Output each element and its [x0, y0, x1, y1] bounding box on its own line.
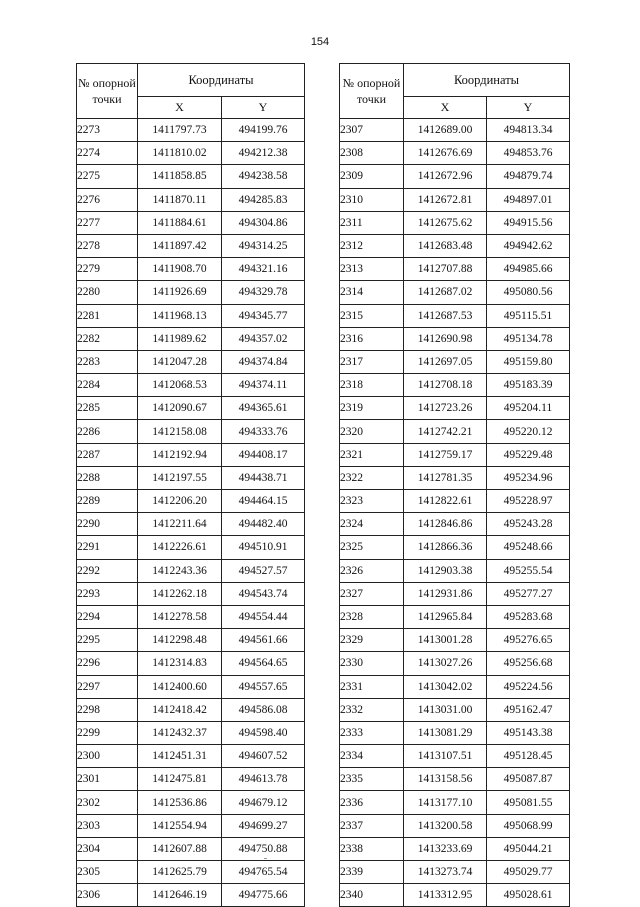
- point-number-cell: 2309: [340, 165, 404, 188]
- table-row: [77, 211, 305, 234]
- table-row: [77, 142, 305, 165]
- y-coordinate-cell: 495276.65: [487, 629, 570, 652]
- y-coordinate-cell: 495228.97: [487, 490, 570, 513]
- table-row: [77, 466, 305, 489]
- x-coordinate-cell: 1412931.86: [404, 582, 487, 605]
- table-row: [77, 675, 305, 698]
- x-coordinate-cell: 1412047.28: [138, 350, 222, 373]
- point-number-cell: 2332: [340, 698, 404, 721]
- table-row: [340, 745, 570, 768]
- x-coordinate-cell: 1411797.73: [138, 119, 222, 142]
- point-number-cell: 2323: [340, 490, 404, 513]
- x-coordinate-cell: 1412708.18: [404, 374, 487, 397]
- table-row: [77, 605, 305, 628]
- header-x: X: [404, 97, 487, 119]
- y-coordinate-cell: 494304.86: [222, 211, 305, 234]
- y-coordinate-cell: 494510.91: [222, 536, 305, 559]
- point-number-cell: 2273: [77, 119, 138, 142]
- table-row: [77, 420, 305, 443]
- point-number-cell: 2283: [77, 350, 138, 373]
- y-coordinate-cell: 495243.28: [487, 513, 570, 536]
- point-number-cell: 2313: [340, 258, 404, 281]
- point-number-cell: 2335: [340, 768, 404, 791]
- point-number-cell: 2330: [340, 652, 404, 675]
- x-coordinate-cell: 1412211.64: [138, 513, 222, 536]
- y-coordinate-cell: 495159.80: [487, 350, 570, 373]
- point-number-cell: 2310: [340, 188, 404, 211]
- table-row: [77, 304, 305, 327]
- x-coordinate-cell: 1413042.02: [404, 675, 487, 698]
- point-number-cell: 2333: [340, 721, 404, 744]
- table-row: [77, 397, 305, 420]
- point-number-cell: 2289: [77, 490, 138, 513]
- table-row: [340, 327, 570, 350]
- point-number-cell: 2337: [340, 814, 404, 837]
- point-number-cell: 2304: [77, 837, 138, 860]
- x-coordinate-cell: 1412672.81: [404, 188, 487, 211]
- y-coordinate-cell: 494775.66: [222, 884, 305, 907]
- point-number-cell: 2277: [77, 211, 138, 234]
- point-number-cell: 2320: [340, 420, 404, 443]
- x-coordinate-cell: 1412822.61: [404, 490, 487, 513]
- table-row: [340, 374, 570, 397]
- point-number-cell: 2279: [77, 258, 138, 281]
- table-row: [340, 466, 570, 489]
- y-coordinate-cell: 494554.44: [222, 605, 305, 628]
- table-row: [340, 698, 570, 721]
- table-row: [77, 582, 305, 605]
- y-coordinate-cell: 495248.66: [487, 536, 570, 559]
- x-coordinate-cell: 1411870.11: [138, 188, 222, 211]
- table-row: [340, 652, 570, 675]
- x-coordinate-cell: 1411884.61: [138, 211, 222, 234]
- point-number-cell: 2294: [77, 605, 138, 628]
- point-number-cell: 2311: [340, 211, 404, 234]
- y-coordinate-cell: 494314.25: [222, 234, 305, 257]
- table-row: [340, 281, 570, 304]
- header-x: X: [138, 97, 222, 119]
- table-row: [77, 443, 305, 466]
- point-number-cell: 2322: [340, 466, 404, 489]
- point-number-cell: 2286: [77, 420, 138, 443]
- point-number-cell: 2301: [77, 768, 138, 791]
- header-coordinates: Координаты: [404, 64, 570, 97]
- y-coordinate-cell: 495220.12: [487, 420, 570, 443]
- table-row: [340, 142, 570, 165]
- x-coordinate-cell: 1412687.53: [404, 304, 487, 327]
- table-row: [340, 768, 570, 791]
- table-row: [77, 350, 305, 373]
- y-coordinate-cell: 494765.54: [222, 861, 305, 884]
- table-row: [340, 814, 570, 837]
- x-coordinate-cell: 1412432.37: [138, 721, 222, 744]
- x-coordinate-cell: 1412690.98: [404, 327, 487, 350]
- table-row: [340, 443, 570, 466]
- table-row: [77, 234, 305, 257]
- header-y: Y: [222, 97, 305, 119]
- y-coordinate-cell: 494586.08: [222, 698, 305, 721]
- x-coordinate-cell: 1412298.48: [138, 629, 222, 652]
- x-coordinate-cell: 1412475.81: [138, 768, 222, 791]
- point-number-cell: 2298: [77, 698, 138, 721]
- x-coordinate-cell: 1412197.55: [138, 466, 222, 489]
- x-coordinate-cell: 1412676.69: [404, 142, 487, 165]
- point-number-cell: 2327: [340, 582, 404, 605]
- x-coordinate-cell: 1412723.26: [404, 397, 487, 420]
- x-coordinate-cell: 1412536.86: [138, 791, 222, 814]
- table-row: [77, 513, 305, 536]
- x-coordinate-cell: 1411968.13: [138, 304, 222, 327]
- table-row: [340, 605, 570, 628]
- table-row: [77, 374, 305, 397]
- point-number-cell: 2274: [77, 142, 138, 165]
- point-number-cell: 2292: [77, 559, 138, 582]
- x-coordinate-cell: 1412400.60: [138, 675, 222, 698]
- x-coordinate-cell: 1413177.10: [404, 791, 487, 814]
- table-row: [340, 420, 570, 443]
- y-coordinate-cell: 494564.65: [222, 652, 305, 675]
- y-coordinate-cell: 494557.65: [222, 675, 305, 698]
- point-number-cell: 2328: [340, 605, 404, 628]
- y-coordinate-cell: 495087.87: [487, 768, 570, 791]
- y-coordinate-cell: 494897.01: [487, 188, 570, 211]
- point-number-cell: 2278: [77, 234, 138, 257]
- x-coordinate-cell: 1412683.48: [404, 234, 487, 257]
- header-y: Y: [487, 97, 570, 119]
- y-coordinate-cell: 495115.51: [487, 304, 570, 327]
- table-row: [340, 861, 570, 884]
- point-number-cell: 2293: [77, 582, 138, 605]
- x-coordinate-cell: 1413233.69: [404, 837, 487, 860]
- y-coordinate-cell: 494942.62: [487, 234, 570, 257]
- x-coordinate-cell: 1412675.62: [404, 211, 487, 234]
- y-coordinate-cell: 495044.21: [487, 837, 570, 860]
- point-number-cell: 2338: [340, 837, 404, 860]
- coordinates-table-right: [339, 63, 570, 907]
- y-coordinate-cell: 494985.66: [487, 258, 570, 281]
- y-coordinate-cell: 494365.61: [222, 397, 305, 420]
- table-row: [77, 559, 305, 582]
- table-row: [77, 119, 305, 142]
- table-row: [340, 490, 570, 513]
- x-coordinate-cell: 1412687.02: [404, 281, 487, 304]
- table-row: [77, 768, 305, 791]
- point-number-cell: 2288: [77, 466, 138, 489]
- y-coordinate-cell: 494879.74: [487, 165, 570, 188]
- y-coordinate-cell: 494561.66: [222, 629, 305, 652]
- x-coordinate-cell: 1411897.42: [138, 234, 222, 257]
- point-number-cell: 2302: [77, 791, 138, 814]
- x-coordinate-cell: 1412965.84: [404, 605, 487, 628]
- x-coordinate-cell: 1413081.29: [404, 721, 487, 744]
- y-coordinate-cell: 495134.78: [487, 327, 570, 350]
- x-coordinate-cell: 1412697.05: [404, 350, 487, 373]
- x-coordinate-cell: 1412707.88: [404, 258, 487, 281]
- x-coordinate-cell: 1413312.95: [404, 884, 487, 907]
- point-number-cell: 2319: [340, 397, 404, 420]
- x-coordinate-cell: 1412226.61: [138, 536, 222, 559]
- point-number-cell: 2280: [77, 281, 138, 304]
- x-coordinate-cell: 1412314.83: [138, 652, 222, 675]
- x-coordinate-cell: 1411858.85: [138, 165, 222, 188]
- y-coordinate-cell: 494915.56: [487, 211, 570, 234]
- x-coordinate-cell: 1411926.69: [138, 281, 222, 304]
- table-row: [340, 536, 570, 559]
- table-row: [77, 837, 305, 860]
- header-point-number: № опорной точки: [340, 64, 404, 119]
- x-coordinate-cell: 1412903.38: [404, 559, 487, 582]
- point-number-cell: 2297: [77, 675, 138, 698]
- point-number-cell: 2318: [340, 374, 404, 397]
- header-point-number: № опорной точки: [77, 64, 138, 119]
- table-row: [340, 721, 570, 744]
- point-number-cell: 2282: [77, 327, 138, 350]
- table-row: [77, 814, 305, 837]
- y-coordinate-cell: 494285.83: [222, 188, 305, 211]
- page-number: 154: [310, 36, 330, 48]
- table-row: [340, 188, 570, 211]
- table-row: [77, 652, 305, 675]
- point-number-cell: 2281: [77, 304, 138, 327]
- point-number-cell: 2329: [340, 629, 404, 652]
- table-row: [340, 837, 570, 860]
- y-coordinate-cell: 494357.02: [222, 327, 305, 350]
- point-number-cell: 2315: [340, 304, 404, 327]
- y-coordinate-cell: 495081.55: [487, 791, 570, 814]
- y-coordinate-cell: 495204.11: [487, 397, 570, 420]
- x-coordinate-cell: 1413107.51: [404, 745, 487, 768]
- x-coordinate-cell: 1412192.94: [138, 443, 222, 466]
- table-row: [77, 721, 305, 744]
- x-coordinate-cell: 1412742.21: [404, 420, 487, 443]
- x-coordinate-cell: 1412090.67: [138, 397, 222, 420]
- x-coordinate-cell: 1412846.86: [404, 513, 487, 536]
- table-row: [77, 165, 305, 188]
- table-row: [340, 791, 570, 814]
- point-number-cell: 2331: [340, 675, 404, 698]
- y-coordinate-cell: 495229.48: [487, 443, 570, 466]
- point-number-cell: 2339: [340, 861, 404, 884]
- x-coordinate-cell: 1411989.62: [138, 327, 222, 350]
- y-coordinate-cell: 494750.88: [222, 837, 305, 860]
- point-number-cell: 2314: [340, 281, 404, 304]
- table-row: [340, 513, 570, 536]
- y-coordinate-cell: 494374.11: [222, 374, 305, 397]
- x-coordinate-cell: 1412243.36: [138, 559, 222, 582]
- header-coordinates: Координаты: [138, 64, 305, 97]
- table-row: [77, 281, 305, 304]
- left-table-body: [77, 119, 305, 907]
- y-coordinate-cell: 495068.99: [487, 814, 570, 837]
- table-row: [340, 884, 570, 907]
- y-coordinate-cell: 494679.12: [222, 791, 305, 814]
- y-coordinate-cell: 494212.38: [222, 142, 305, 165]
- x-coordinate-cell: 1411810.02: [138, 142, 222, 165]
- y-coordinate-cell: 494853.76: [487, 142, 570, 165]
- table-row: [340, 582, 570, 605]
- table-row: [340, 119, 570, 142]
- x-coordinate-cell: 1413031.00: [404, 698, 487, 721]
- y-coordinate-cell: 494527.57: [222, 559, 305, 582]
- y-coordinate-cell: 494613.78: [222, 768, 305, 791]
- y-coordinate-cell: 494408.17: [222, 443, 305, 466]
- point-number-cell: 2312: [340, 234, 404, 257]
- point-number-cell: 2321: [340, 443, 404, 466]
- table-row: [77, 791, 305, 814]
- y-coordinate-cell: 495183.39: [487, 374, 570, 397]
- table-row: [77, 490, 305, 513]
- x-coordinate-cell: 1411908.70: [138, 258, 222, 281]
- point-number-cell: 2295: [77, 629, 138, 652]
- point-number-cell: 2324: [340, 513, 404, 536]
- y-coordinate-cell: 495029.77: [487, 861, 570, 884]
- table-row: [77, 536, 305, 559]
- x-coordinate-cell: 1413273.74: [404, 861, 487, 884]
- point-number-cell: 2303: [77, 814, 138, 837]
- point-number-cell: 2299: [77, 721, 138, 744]
- point-number-cell: 2325: [340, 536, 404, 559]
- x-coordinate-cell: 1412554.94: [138, 814, 222, 837]
- table-row: [340, 559, 570, 582]
- table-row: [340, 234, 570, 257]
- x-coordinate-cell: 1413200.58: [404, 814, 487, 837]
- table-row: [340, 211, 570, 234]
- x-coordinate-cell: 1412262.18: [138, 582, 222, 605]
- y-coordinate-cell: 495234.96: [487, 466, 570, 489]
- x-coordinate-cell: 1412646.19: [138, 884, 222, 907]
- point-number-cell: 2336: [340, 791, 404, 814]
- y-coordinate-cell: 494543.74: [222, 582, 305, 605]
- point-number-cell: 2307: [340, 119, 404, 142]
- y-coordinate-cell: 495277.27: [487, 582, 570, 605]
- x-coordinate-cell: 1412759.17: [404, 443, 487, 466]
- y-coordinate-cell: 494464.15: [222, 490, 305, 513]
- y-coordinate-cell: 494598.40: [222, 721, 305, 744]
- x-coordinate-cell: 1412278.58: [138, 605, 222, 628]
- x-coordinate-cell: 1413027.26: [404, 652, 487, 675]
- x-coordinate-cell: 1412158.08: [138, 420, 222, 443]
- y-coordinate-cell: 495128.45: [487, 745, 570, 768]
- table-row: [340, 165, 570, 188]
- point-number-cell: 2326: [340, 559, 404, 582]
- y-coordinate-cell: 495256.68: [487, 652, 570, 675]
- x-coordinate-cell: 1412607.88: [138, 837, 222, 860]
- table-row: [77, 258, 305, 281]
- table-row: [77, 629, 305, 652]
- y-coordinate-cell: 494329.78: [222, 281, 305, 304]
- y-coordinate-cell: 494374.84: [222, 350, 305, 373]
- point-number-cell: 2317: [340, 350, 404, 373]
- table-row: [77, 327, 305, 350]
- right-table-body: [340, 119, 570, 907]
- table-row: [77, 698, 305, 721]
- table-row: [340, 304, 570, 327]
- table-row: [77, 884, 305, 907]
- x-coordinate-cell: 1412866.36: [404, 536, 487, 559]
- point-number-cell: 2291: [77, 536, 138, 559]
- x-coordinate-cell: 1413158.56: [404, 768, 487, 791]
- x-coordinate-cell: 1412451.31: [138, 745, 222, 768]
- table-row: [340, 258, 570, 281]
- y-coordinate-cell: 494199.76: [222, 119, 305, 142]
- x-coordinate-cell: 1412689.00: [404, 119, 487, 142]
- y-coordinate-cell: 494699.27: [222, 814, 305, 837]
- x-coordinate-cell: 1412068.53: [138, 374, 222, 397]
- point-number-cell: 2306: [77, 884, 138, 907]
- y-coordinate-cell: 494813.34: [487, 119, 570, 142]
- y-coordinate-cell: 494345.77: [222, 304, 305, 327]
- y-coordinate-cell: 495080.56: [487, 281, 570, 304]
- table-row: [77, 188, 305, 211]
- point-number-cell: 2287: [77, 443, 138, 466]
- table-row: [77, 745, 305, 768]
- point-number-cell: 2284: [77, 374, 138, 397]
- point-number-cell: 2340: [340, 884, 404, 907]
- y-coordinate-cell: 494333.76: [222, 420, 305, 443]
- x-coordinate-cell: 1412206.20: [138, 490, 222, 513]
- point-number-cell: 2308: [340, 142, 404, 165]
- y-coordinate-cell: 494238.58: [222, 165, 305, 188]
- point-number-cell: 2296: [77, 652, 138, 675]
- point-number-cell: 2316: [340, 327, 404, 350]
- x-coordinate-cell: 1412418.42: [138, 698, 222, 721]
- x-coordinate-cell: 1412781.35: [404, 466, 487, 489]
- point-number-cell: 2290: [77, 513, 138, 536]
- y-coordinate-cell: 495224.56: [487, 675, 570, 698]
- x-coordinate-cell: 1412672.96: [404, 165, 487, 188]
- table-row: [77, 861, 305, 884]
- scan-mark: [264, 858, 267, 859]
- y-coordinate-cell: 494482.40: [222, 513, 305, 536]
- point-number-cell: 2300: [77, 745, 138, 768]
- table-row: [340, 675, 570, 698]
- point-number-cell: 2334: [340, 745, 404, 768]
- point-number-cell: 2276: [77, 188, 138, 211]
- y-coordinate-cell: 494607.52: [222, 745, 305, 768]
- y-coordinate-cell: 495255.54: [487, 559, 570, 582]
- y-coordinate-cell: 495162.47: [487, 698, 570, 721]
- y-coordinate-cell: 495028.61: [487, 884, 570, 907]
- y-coordinate-cell: 494438.71: [222, 466, 305, 489]
- y-coordinate-cell: 495283.68: [487, 605, 570, 628]
- table-row: [340, 397, 570, 420]
- coordinates-table-left: [76, 63, 305, 907]
- table-row: [340, 350, 570, 373]
- y-coordinate-cell: 495143.38: [487, 721, 570, 744]
- point-number-cell: 2285: [77, 397, 138, 420]
- x-coordinate-cell: 1412625.79: [138, 861, 222, 884]
- x-coordinate-cell: 1413001.28: [404, 629, 487, 652]
- table-row: [340, 629, 570, 652]
- point-number-cell: 2275: [77, 165, 138, 188]
- point-number-cell: 2305: [77, 861, 138, 884]
- y-coordinate-cell: 494321.16: [222, 258, 305, 281]
